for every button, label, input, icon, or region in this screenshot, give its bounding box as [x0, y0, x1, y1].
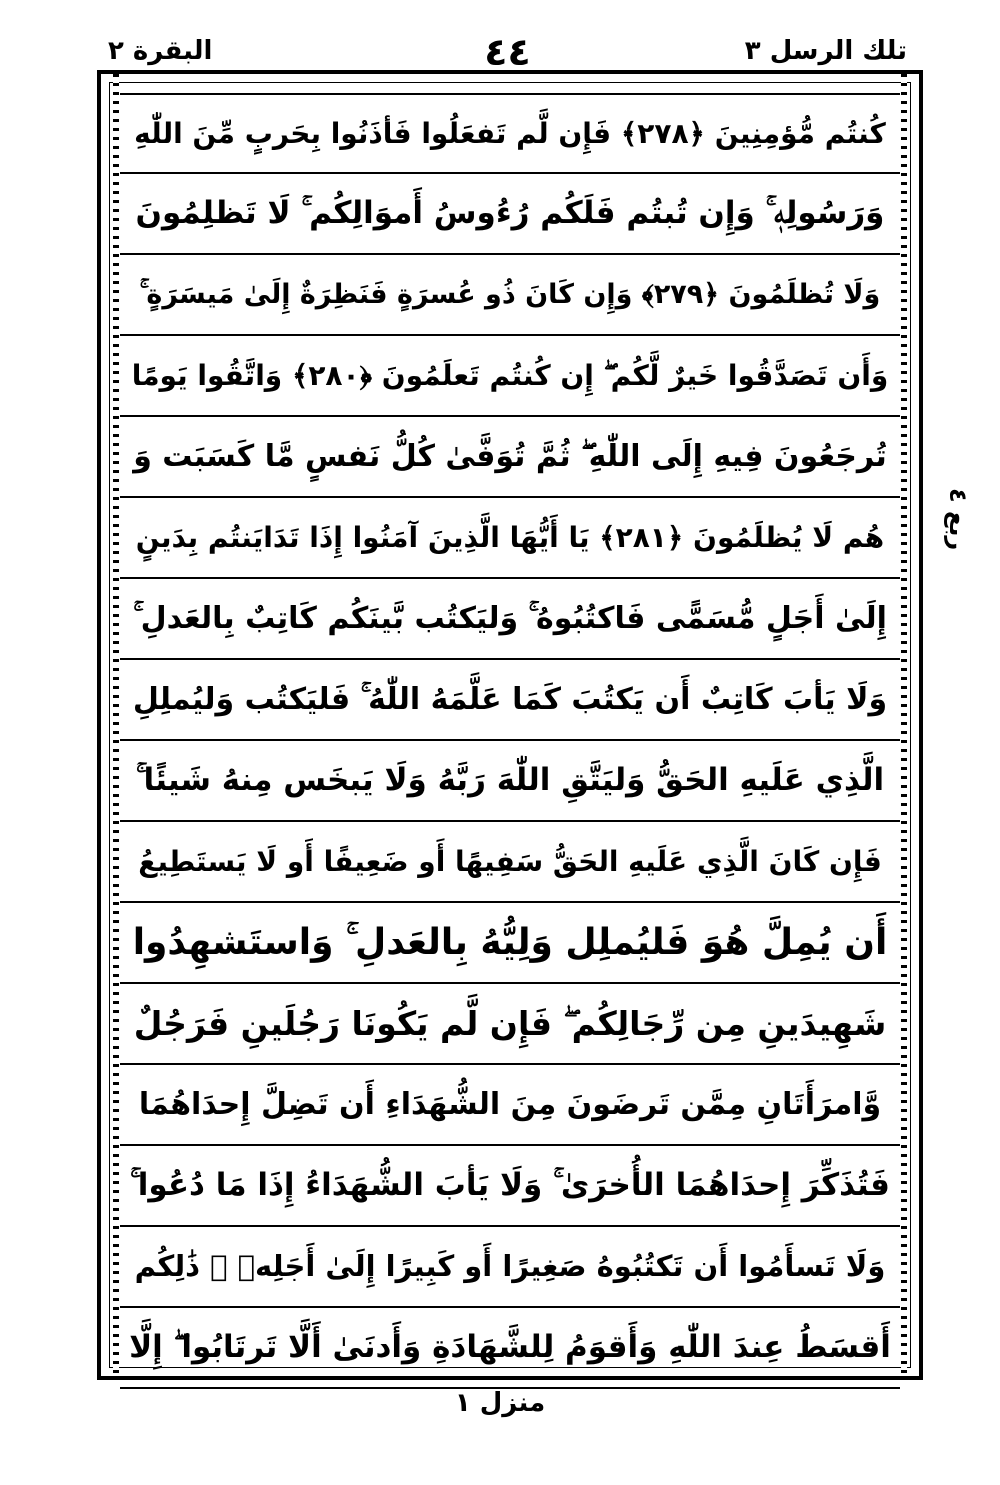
text-line: وَلَا تَسأَمُوا أَن تَكتُبُوهُ صَغِيرًا أَو كَبِيرًا إِلَىٰ أَجَلِهٖ ۚ ذَٰلِكُم — [120, 1227, 900, 1308]
manzil-footer: منزل ١ — [454, 1388, 546, 1418]
surah-name: البقرة ۲ — [108, 36, 213, 66]
text-line: هُم لَا يُظلَمُونَ ﴿٢٨١﴾ يَا أَيُّهَا الَّذِينَ آمَنُوا إِذَا تَدَايَنتُم بِدَينٍ — [120, 498, 900, 579]
text-line: وَّامرَأَتَانِ مِمَّن تَرضَونَ مِنَ الشُّهَدَاءِ أَن تَضِلَّ إِحدَاهُمَا — [120, 1065, 900, 1146]
text-line: إِلَىٰ أَجَلٍ مُّسَمًّى فَاكتُبُوهُ ۚ وَليَكتُب بَّينَكُم كَاتِبٌ بِالعَدلِ ۚ — [120, 579, 900, 660]
left-ornament — [113, 74, 119, 1376]
text-line: وَلَا يَأبَ كَاتِبٌ أَن يَكتُبَ كَمَا عَلَّمَهُ اللّٰهُ ۚ فَليَكتُب وَليُملِلِ — [120, 660, 900, 741]
text-line: أَقسَطُ عِندَ اللّٰهِ وَأَقوَمُ لِلشَّهَادَةِ وَأَدنَىٰ أَلَّا تَرتَابُوا ۖ إِلَّا — [120, 1308, 900, 1389]
text-line: تُرجَعُونَ فِيهِ إِلَى اللّٰهِ ۖ ثُمَّ تُوَفَّىٰ كُلُّ نَفسٍ مَّا كَسَبَت وَ — [120, 417, 900, 498]
text-line: كُنتُم مُّؤمِنِينَ ﴿٢٧٨﴾ فَإِن لَّم تَفعَلُوا فَأذَنُوا بِحَربٍ مِّنَ اللّٰهِ — [120, 93, 900, 174]
right-ornament — [901, 74, 907, 1376]
text-line: أَن يُمِلَّ هُوَ فَليُملِل وَلِيُّهُ بِالعَدلِ ۚ وَاستَشهِدُوا — [120, 903, 900, 984]
juz-name: تلك الرسل ٣ — [744, 36, 907, 66]
margin-marker — [930, 488, 980, 588]
text-line: وَلَا تُظلَمُونَ ﴿٢٧٩﴾ وَإِن كَانَ ذُو عُسرَةٍ فَنَظِرَةٌ إِلَىٰ مَيسَرَةٍ ۚ — [120, 255, 900, 336]
text-line: الَّذِي عَلَيهِ الحَقُّ وَليَتَّقِ اللّٰهَ رَبَّهُ وَلَا يَبخَس مِنهُ شَيئًا ۚ — [120, 741, 900, 822]
page-number: ٤٤ — [484, 30, 531, 74]
rub-marker: ربع ٤ — [944, 488, 972, 551]
text-line: وَأَن تَصَدَّقُوا خَيرٌ لَّكُم ۖ إِن كُنتُم تَعلَمُونَ ﴿٢٨٠﴾ وَاتَّقُوا يَومًا — [120, 336, 900, 417]
text-line: وَرَسُولِهٖ ۚ وَإِن تُبتُم فَلَكُم رُءُوسُ أَموَالِكُم ۚ لَا تَظلِمُونَ — [120, 174, 900, 255]
text-line: شَهِيدَينِ مِن رِّجَالِكُم ۖ فَإِن لَّم يَكُونَا رَجُلَينِ فَرَجُلٌ — [120, 984, 900, 1065]
verse-text-block — [120, 93, 900, 1389]
page-header — [100, 30, 915, 74]
text-line: فَتُذَكِّرَ إِحدَاهُمَا الأُخرَىٰ ۚ وَلَا يَأبَ الشُّهَدَاءُ إِذَا مَا دُعُوا ۚ — [120, 1146, 900, 1227]
text-line: فَإِن كَانَ الَّذِي عَلَيهِ الحَقُّ سَفِيهًا أَو ضَعِيفًا أَو لَا يَستَطِيعُ — [120, 822, 900, 903]
